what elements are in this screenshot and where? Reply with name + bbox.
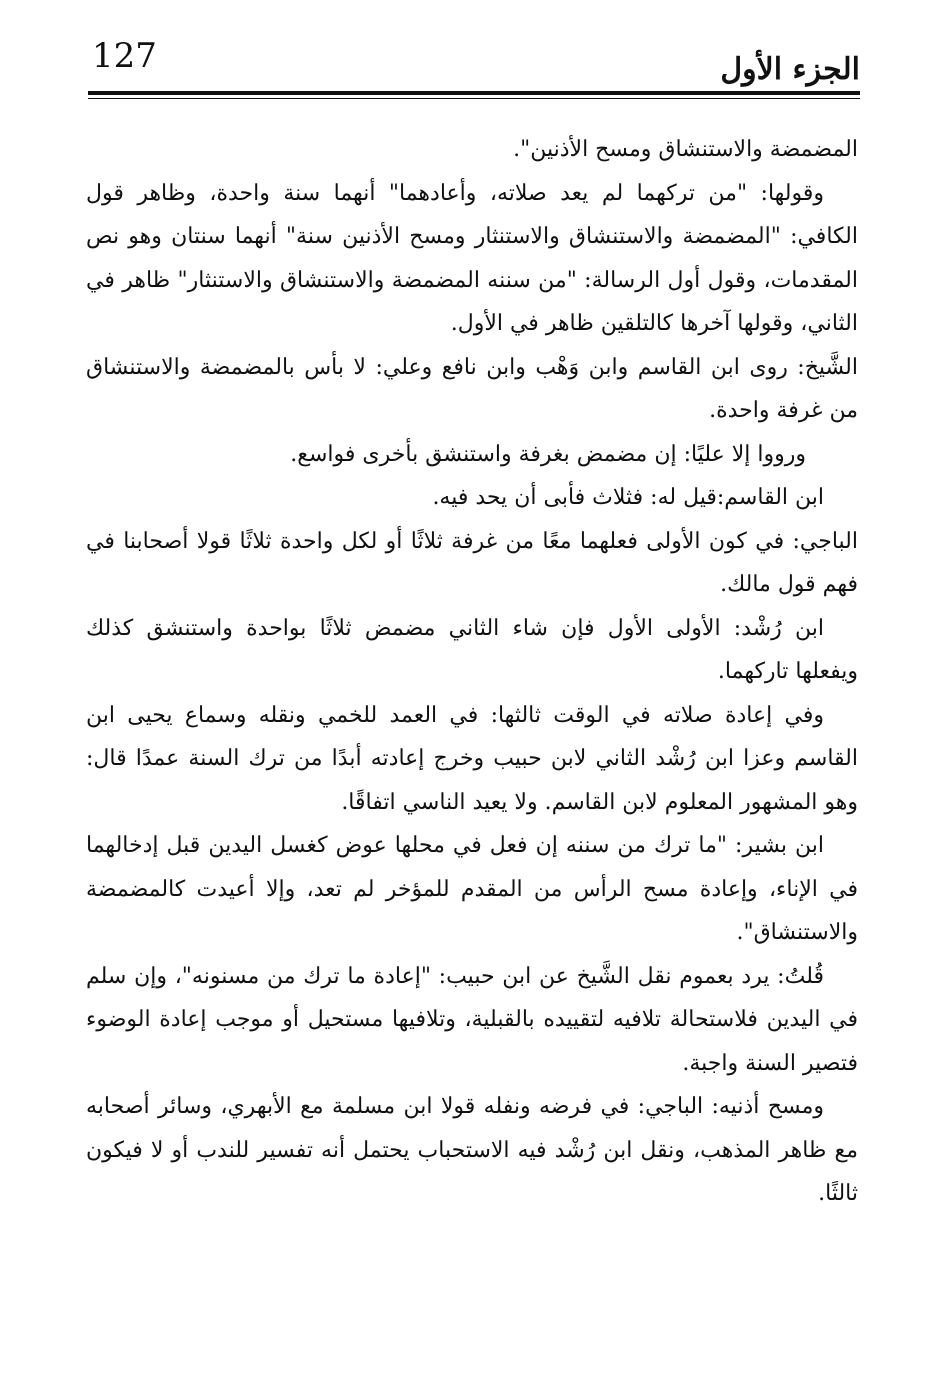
paragraph-2: وقولها: "من تركهما لم يعد صلاته، وأعادهما" أنهما سنة واحدة، وظاهر قول الكافي: "المضمضة والاستنشاق والاستنثار ومسح الأذنين سنة" أنهما سنتان وهو نص المقدمات، وقول أول الرسالة: "من سننه المضمضة والاستنشاق والاستنثار" ظاهر في الثاني، وقولها آخرها كالتلقين ظاهر في الأول. (86, 180, 858, 336)
header-rule-thick (88, 91, 860, 95)
paragraph-11: ومسح أذنيه: الباجي: في فرضه ونفله قولا ابن مسلمة مع الأبهري، وسائر أصحابه مع ظاهر المذهب، ونقل ابن رُشْد فيه الاستحباب يحتمل أنه تفسير للندب أو لا فيكون ثالثًا. (86, 1094, 858, 1206)
paragraph-7: ابن رُشْد: الأولى الأول فإن شاء الثاني مضمض ثلاثًا بواحدة واستنشق كذلك ويفعلها تاركهما. (86, 615, 858, 684)
paragraph-4: ورووا إلا عليًا: إن مضمض بغرفة واستنشق بأخرى فواسع. (290, 441, 806, 467)
paragraph-8: وفي إعادة صلاته في الوقت ثالثها: في العمد للخمي ونقله وسماع يحيى ابن القاسم وعزا ابن رُشْد الثاني لابن حبيب وخرج إعادته أبدًا من ترك السنة عمدًا قال: وهو المشهور المعلوم لابن القاسم. ولا يعيد الناسي اتفاقًا. (86, 702, 858, 815)
running-head: الجزء الأول (720, 52, 860, 87)
paragraph-9: ابن بشير: "ما ترك من سننه إن فعل في محلها عوض كغسل اليدين قبل إدخالهما في الإناء، وإعادة مسح الرأس من المقدم للمؤخر لم تعد، وإلا أعيدت كالمضمضة والاستنشاق". (86, 833, 858, 945)
paragraph-6: الباجي: في كون الأولى فعلهما معًا من غرفة ثلاثًا أو لكل واحدة ثلاثًا قولا أصحابنا في فهم قول مالك. (86, 528, 858, 597)
body-text (86, 128, 858, 1216)
paragraph-5: ابن القاسم:قيل له: فثلاث فأبى أن يحد فيه. (432, 485, 824, 510)
paragraph-1: المضمضة والاستنشاق ومسح الأذنين". (513, 137, 858, 162)
header-rule-thin (88, 98, 860, 99)
paragraph-3: الشَّيخ: روى ابن القاسم وابن وَهْب وابن نافع وعلي: لا بأس بالمضمضة والاستنشاق من غرفة واحدة. (86, 354, 858, 423)
page-number: 127 (92, 36, 157, 76)
paragraph-10: قُلتُ: يرد بعموم نقل الشَّيخ عن ابن حبيب: "إعادة ما ترك من مسنونه"، وإن سلم في اليدين فلاستحالة تلافيه لتقييده بالقبلية، وتلافيها مستحيل أو موجب إعادة الوضوء فتصير السنة واجبة. (86, 963, 858, 1076)
